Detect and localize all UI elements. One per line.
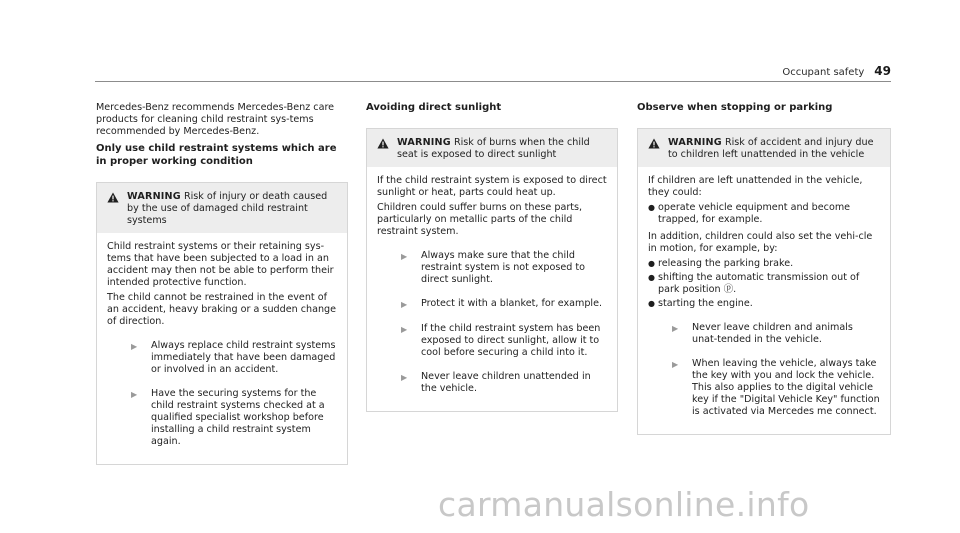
- warning-box: [366, 128, 618, 412]
- arrow-right-icon: ▶: [401, 252, 408, 261]
- arrow-right-icon: ▶: [672, 360, 679, 369]
- column-3: [637, 102, 891, 435]
- arrow-right-icon: ▶: [131, 342, 138, 351]
- action-item: ▶ When leaving the vehicle, always take the key with you and lock the vehicle. This also applies to the digital vehicle key if the "Digital Vehicle Key" function is activated via Mercedes me connect.: [672, 358, 880, 417]
- arrow-right-icon: ▶: [131, 390, 138, 399]
- watermark: carmanualsonline.info: [438, 485, 810, 524]
- arrow-right-icon: ▶: [672, 324, 679, 333]
- action-item: ▶ If the child restraint system has been exposed to direct sunlight, allow it to cool before securing a child into it.: [401, 323, 601, 358]
- intro-paragraph: Mercedes-Benz recommends Mercedes-Benz care products for cleaning child restraint sys-tems recommended by Mercedes-Benz.: [96, 102, 335, 137]
- warning-header: [367, 129, 617, 167]
- warning-title: Risk of burns when the child seat is exposed to direct sunlight: [397, 137, 590, 160]
- arrow-right-icon: ▶: [401, 325, 408, 334]
- bullet-list: [648, 258, 880, 310]
- warning-paragraph: Child restraint systems or their retaining sys-tems that have been subjected to a load in an accident may then not be able to perform their intended protective function.: [107, 241, 334, 288]
- section-heading: Observe when stopping or parking: [637, 102, 833, 113]
- action-item: ▶ Have the securing systems for the child restraint systems checked at a qualified specialist workshop before installing a child restraint system again.: [131, 388, 325, 447]
- column-1: [96, 102, 348, 465]
- warning-body: [367, 167, 617, 411]
- action-item: ▶ Protect it with a blanket, for example.: [401, 298, 603, 309]
- section-heading: Avoiding direct sunlight: [366, 102, 502, 113]
- warning-triangle-icon: [377, 137, 389, 161]
- section-name: Occupant safety: [782, 67, 865, 78]
- warning-box: [637, 128, 891, 435]
- list-item: ● operate vehicle equipment and become trapped, for example.: [648, 202, 851, 225]
- action-item: ▶ Never leave children unattended in the vehicle.: [401, 371, 591, 394]
- warning-label: WARNING: [397, 137, 451, 148]
- page-number: 49: [874, 64, 891, 78]
- section-heading: Only use child restraint systems which are in proper working condition: [96, 143, 337, 167]
- warning-triangle-icon: [107, 191, 119, 227]
- warning-label: WARNING: [668, 137, 722, 148]
- warning-title: Risk of injury or death caused by the use of damaged child restraint systems: [127, 191, 328, 226]
- warning-paragraph: If the child restraint system is exposed to direct sunlight or heat, parts could heat up.: [377, 175, 607, 198]
- warning-paragraph: The child cannot be restrained in the event of an accident, heavy braking or a sudden change of direction.: [107, 292, 337, 327]
- page-header: [782, 64, 891, 78]
- warning-body: [97, 233, 347, 464]
- column-2: [366, 102, 618, 412]
- warning-triangle-icon: [648, 137, 660, 161]
- bullet-icon: ●: [648, 203, 655, 212]
- arrow-right-icon: ▶: [401, 300, 408, 309]
- action-item: ▶ Always make sure that the child restraint system is not exposed to direct sunlight.: [401, 250, 586, 285]
- warning-label: WARNING: [127, 191, 181, 202]
- list-item: ● starting the engine.: [648, 298, 753, 309]
- action-item: ▶ Never leave children and animals unat-tended in the vehicle.: [672, 322, 853, 345]
- bullet-icon: ●: [648, 259, 655, 268]
- warning-title: Risk of accident and injury due to children left unattended in the vehicle: [668, 137, 874, 160]
- header-rule: [95, 81, 891, 82]
- bullet-list: [648, 202, 880, 226]
- warning-box: [96, 182, 348, 465]
- warning-body: [638, 167, 890, 434]
- action-item: ▶ Always replace child restraint systems immediately that have been damaged or involved in an accident.: [131, 340, 336, 375]
- bullet-icon: ●: [648, 299, 655, 308]
- warning-header: [638, 129, 890, 167]
- list-item: ● shifting the automatic transmission out of park position ⓟ.: [648, 272, 860, 295]
- warning-paragraph: In addition, children could also set the vehi-cle in motion, for example, by:: [648, 231, 873, 254]
- warning-paragraph: Children could suffer burns on these parts, particularly on metallic parts of the child restraint system.: [377, 202, 583, 237]
- warning-header: [97, 183, 347, 233]
- list-item: ● releasing the parking brake.: [648, 258, 794, 269]
- bullet-icon: ●: [648, 273, 655, 282]
- arrow-right-icon: ▶: [401, 373, 408, 382]
- warning-paragraph: If children are left unattended in the vehicle, they could:: [648, 175, 863, 198]
